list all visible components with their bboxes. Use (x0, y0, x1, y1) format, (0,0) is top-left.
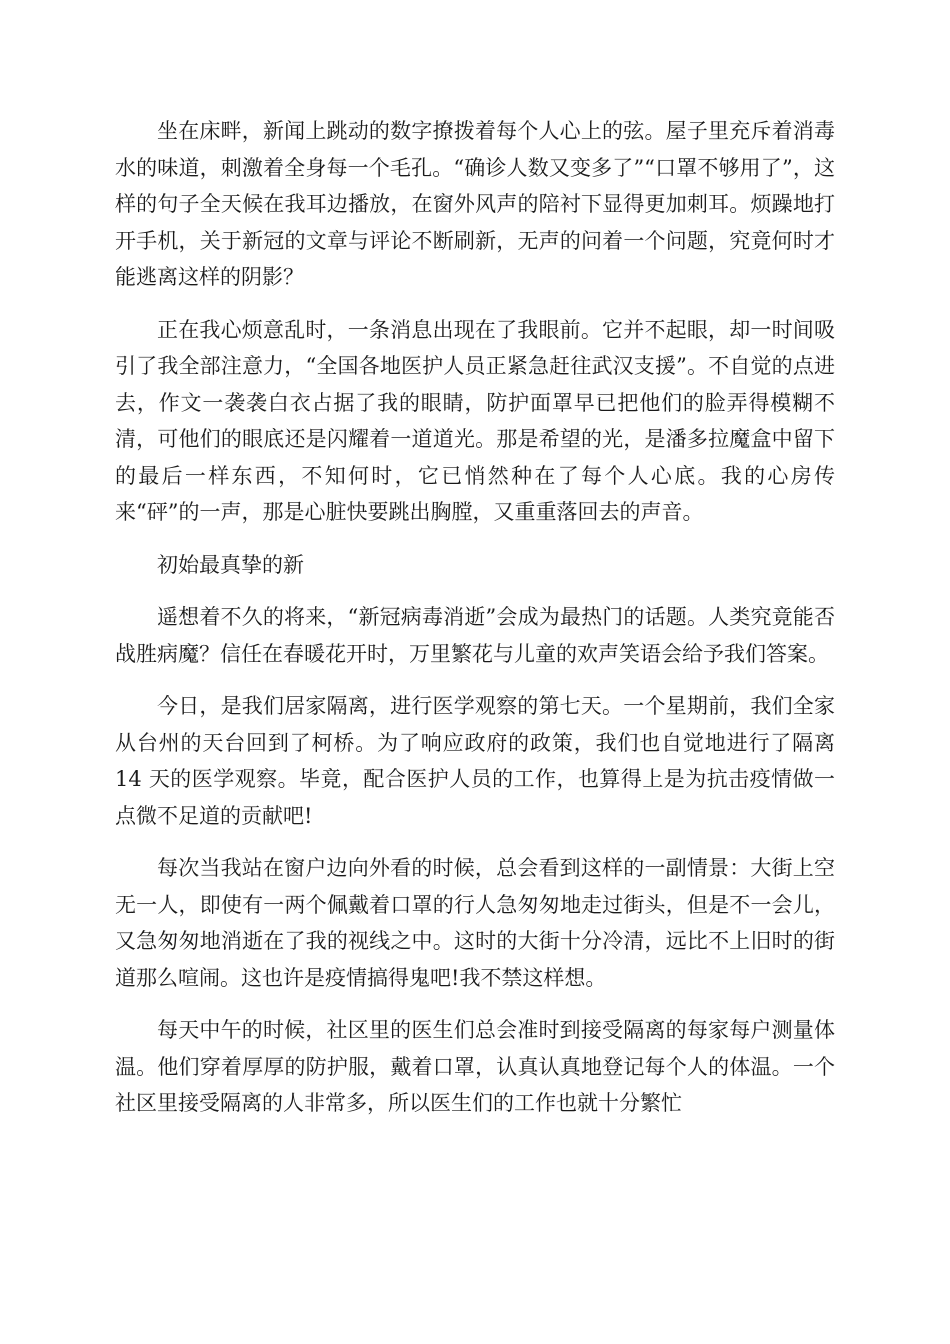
section-heading: 初始最真挚的新 (157, 552, 304, 577)
paragraph-2: 正在我心烦意乱时，一条消息出现在了我眼前。它并不起眼，却一时间吸引了我全部注意力，“全国各地医护人员正紧急赶往武汉支援”。不自觉的点进去，作文一袭袭白衣占据了我的眼睛，防护面罩早已把他们的脸弄得模糊不清，可他们的眼底还是闪耀着一道道光。那是希望的光，是潘多拉魔盒中留下的最后一样东西，不知何时，它已悄然种在了每个人心底。我的心房传来“砰”的一声，那是心脏快要跳出胸膛，又重重落回去的声音。 (115, 317, 835, 524)
paragraph-4: 今日，是我们居家隔离，进行医学观察的第七天。一个星期前，我们全家从台州的天台回到了柯桥。为了响应政府的政策，我们也自觉地进行了隔离 14 天的医学观察。毕竟，配合医护人员的工作，也算得上是为抗击疫情做一点微不足道的贡献吧! (115, 694, 835, 828)
paragraph-5: 每次当我站在窗户边向外看的时候，总会看到这样的一副情景：大街上空无一人，即使有一两个佩戴着口罩的行人急匆匆地走过街头，但是不一会儿，又急匆匆地消逝在了我的视线之中。这时的大街十分冷清，远比不上旧时的街道那么喧闹。这也许是疫情搞得鬼吧!我不禁这样想。 (115, 856, 835, 990)
document-page (115, 113, 835, 1138)
paragraph-6: 每天中午的时候，社区里的医生们总会准时到接受隔离的每家每户测量体温。他们穿着厚厚的防护服，戴着口罩，认真认真地登记每个人的体温。一个社区里接受隔离的人非常多，所以医生们的工作也就十分繁忙 (115, 1018, 835, 1115)
paragraph-3: 遥想着不久的将来，“新冠病毒消逝”会成为最热门的话题。人类究竟能否战胜病魔？信任在春暖花开时，万里繁花与儿童的欢声笑语会给予我们答案。 (115, 605, 835, 666)
paragraph-1: 坐在床畔，新闻上跳动的数字撩拨着每个人心上的弦。屋子里充斥着消毒水的味道，刺激着全身每一个毛孔。“确诊人数又变多了”“口罩不够用了”，这样的句子全天候在我耳边播放，在窗外风声的陪衬下显得更加刺耳。烦躁地打开手机，关于新冠的文章与评论不断刷新，无声的问着一个问题，究竟何时才能逃离这样的阴影？ (115, 119, 835, 289)
